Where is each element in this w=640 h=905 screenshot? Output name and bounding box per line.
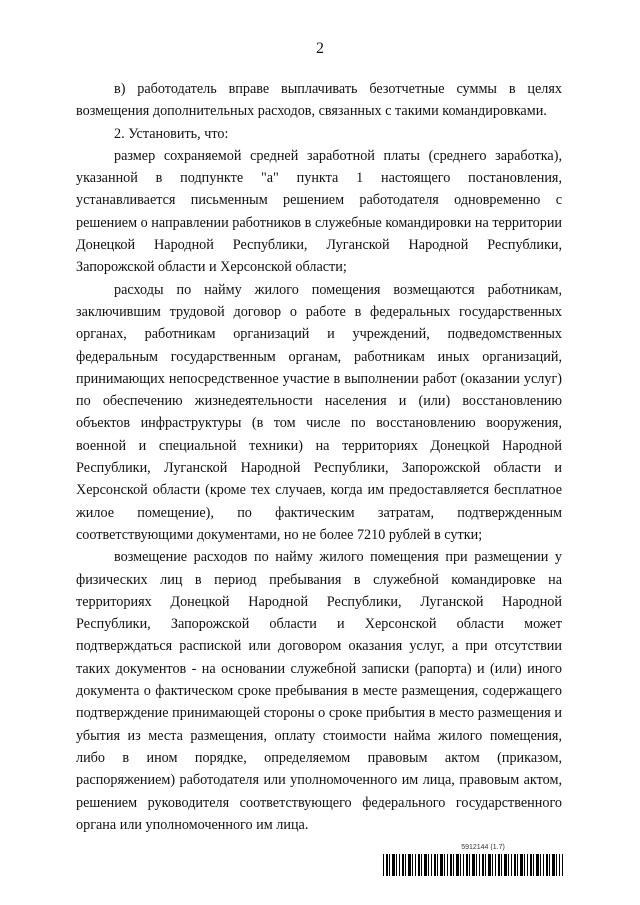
paragraph-average-salary: размер сохраняемой средней заработной платы (среднего заработка), указанной в подпункте "а" пункта 1 настоящего постановления, устанавливается письменным решением работодателя одновременно с решением о направлении работников в служебные командировки на территории Донецкой Народной Республики, Луганской Народной Республики, Запорожской области и Херсонской области; xyxy=(76,147,562,276)
barcode-icon xyxy=(383,854,563,876)
document-barcode xyxy=(383,844,563,876)
page-number: 2 xyxy=(316,40,324,57)
paragraph-section-2-heading: 2. Установить, что: xyxy=(114,125,229,142)
paragraph-housing-reimbursement-proof: возмещение расходов по найму жилого помещения при размещении у физических лиц в период пребывания в служебной командировке на территориях Донецкой Народной Республики, Луганской Народной Республики, Запорожской области и Херсонской области может подтверждаться распиской или договором оказания услуг, а при отсутствии таких документов - на основании служебной записки (рапорта) и (или) иного документа о фактическом сроке пребывания в месте размещения, содержащего подтверждение принимающей стороны о сроке прибытия в место размещения и убытия из места размещения, оплату стоимости найма жилого помещения, либо в ином порядке, определяемом правовым актом (приказом, распоряжением) работодателя или уполномоченного им лица, правовым актом, решением руководителя соответствующего федерального государственного органа или уполномоченного им лица. xyxy=(76,549,562,833)
document-body xyxy=(76,78,562,836)
paragraph-housing-costs: расходы по найму жилого помещения возмещаются работникам, заключившим трудовой договор о работе в федеральных государственных органах, работникам организаций и учреждений, подведомственных федеральным государственным органам, работникам иных организаций, принимающих непосредственное участие в выполнении работ (оказании услуг) по обеспечению жизнедеятельности населения и (или) восстановлению объектов инфраструктуры (в том числе по восстановлению вооружения, военной и специальной техники) на территориях Донецкой Народной Республики, Луганской Народной Республики, Запорожской области и Херсонской области (кроме тех случаев, когда им предоставляется бесплатное жилое помещение), по фактическим затратам, подтвержденным соответствующими документами, но не более 7210 рублей в сутки; xyxy=(76,281,562,543)
paragraph-expense-reimbursement: в) работодатель вправе выплачивать безотчетные суммы в целях возмещения дополнительных расходов, связанных с такими командировками. xyxy=(76,81,562,120)
barcode-code-text: 5912144 (1.7) xyxy=(461,844,505,851)
